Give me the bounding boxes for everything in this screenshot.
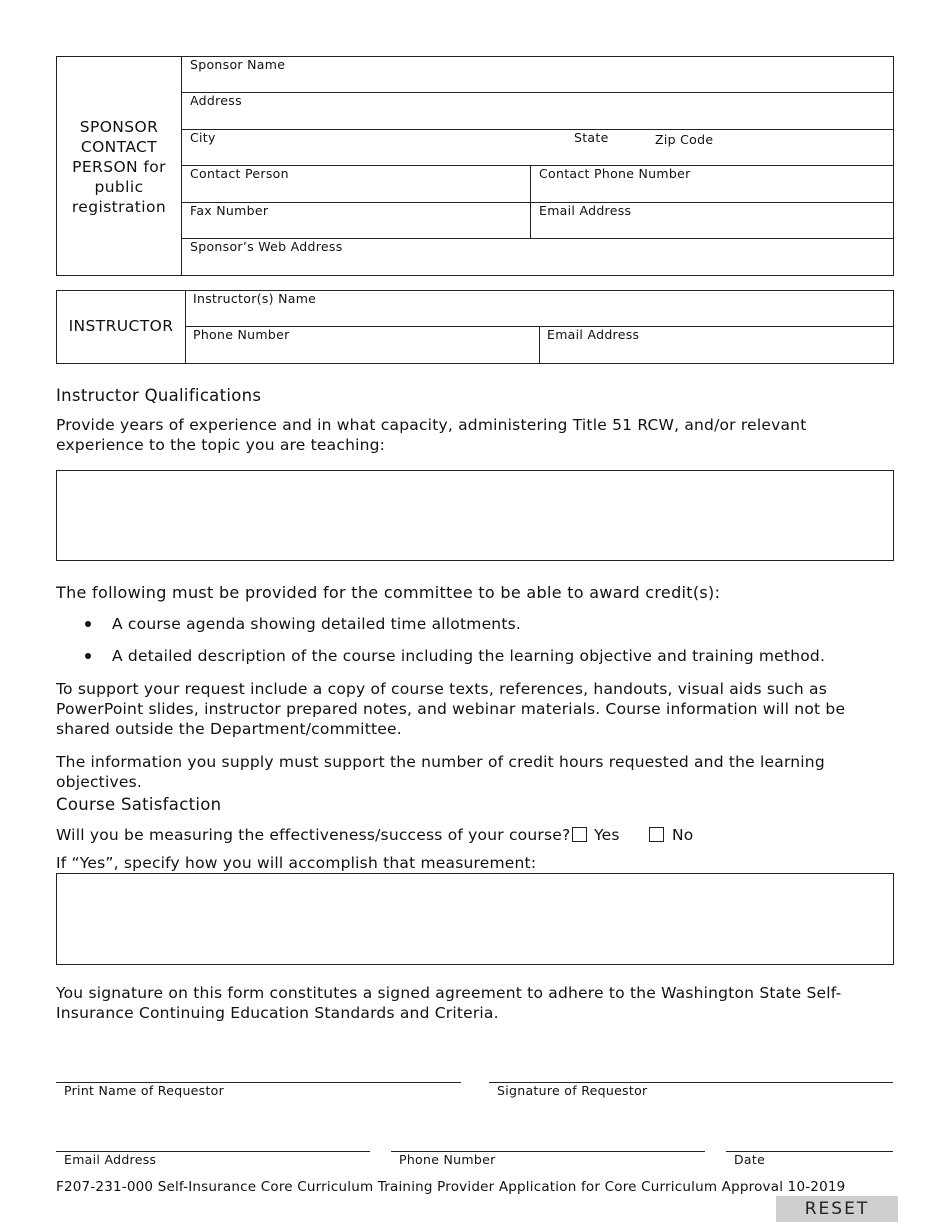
yes-label: Yes — [594, 826, 620, 844]
instructor-phone-field[interactable] — [186, 327, 539, 363]
zip-label: Zip Code — [655, 132, 714, 147]
address-field[interactable] — [182, 93, 893, 129]
support-text: To support your request include a copy of course texts, references, handouts, visual aids such as PowerPoint slides, instructor prepared notes, and webinar materials. Course information will not be shared outside the Department/committee. — [56, 680, 846, 738]
instructor-phone-label: Phone Number — [193, 327, 290, 342]
fax-field[interactable] — [182, 203, 529, 238]
requirements-heading: The following must be provided for the committee to be able to award credit(s): — [56, 583, 721, 602]
satisfaction-heading: Course Satisfaction — [56, 795, 222, 814]
satisfaction-question: Will you be measuring the effectiveness/success of your course? — [56, 826, 571, 844]
requestor-phone-label: Phone Number — [399, 1152, 496, 1167]
qualifications-heading: Instructor Qualifications — [56, 386, 262, 405]
bullet-agenda: A course agenda showing detailed time allotments. — [112, 615, 522, 633]
instructor-name-field[interactable] — [186, 291, 893, 326]
reset-button[interactable]: RESET — [776, 1196, 898, 1222]
instructor-email-field[interactable] — [540, 327, 893, 363]
instructor-side-label: INSTRUCTOR — [68, 317, 174, 335]
form-id-footer: F207-231-000 Self-Insurance Core Curriculum Training Provider Application for Core Curriculum Approval 10-2019 — [56, 1179, 846, 1195]
instructor-email-label: Email Address — [547, 327, 640, 342]
credit-text: The information you supply must support the number of credit hours requested and the learning objectives. — [56, 753, 825, 791]
instructor-name-label: Instructor(s) Name — [193, 291, 317, 306]
state-label: State — [574, 130, 609, 145]
qualifications-prompt: Provide years of experience and in what capacity, administering Title 51 RCW, and/or relevant experience to the topic you are teaching: — [56, 416, 807, 454]
signature-label: Signature of Requestor — [497, 1083, 648, 1098]
state-field[interactable] — [568, 130, 648, 165]
agreement-text: You signature on this form constitutes a signed agreement to adhere to the Washington State Self-Insurance Continuing Education Standards and Criteria. — [56, 984, 842, 1022]
address-label: Address — [190, 93, 242, 108]
web-address-field[interactable] — [182, 239, 893, 275]
contact-person-label: Contact Person — [190, 166, 289, 181]
contact-phone-label: Contact Phone Number — [539, 166, 691, 181]
yes-prompt: If “Yes”, specify how you will accomplish that measurement: — [56, 854, 537, 872]
measurement-textarea[interactable] — [56, 873, 894, 965]
bullet-dot — [85, 621, 91, 627]
no-label: No — [672, 826, 694, 844]
sponsor-name-field[interactable] — [182, 57, 893, 92]
city-field[interactable] — [182, 130, 562, 165]
contact-phone-field[interactable] — [531, 166, 893, 202]
print-name-label: Print Name of Requestor — [64, 1083, 225, 1098]
contact-person-field[interactable] — [182, 166, 529, 202]
bullet-dot — [85, 653, 91, 659]
sponsor-email-label: Email Address — [539, 203, 632, 218]
requestor-email-label: Email Address — [64, 1152, 157, 1167]
sponsor-name-label: Sponsor Name — [190, 57, 286, 72]
no-checkbox[interactable] — [649, 827, 664, 842]
bullet-description: A detailed description of the course including the learning objective and training method. — [112, 647, 826, 665]
sponsor-side-label: SPONSOR CONTACT PERSON for public registration — [71, 118, 167, 216]
zip-field[interactable] — [650, 130, 893, 165]
city-label: City — [190, 130, 216, 145]
qualifications-textarea[interactable] — [56, 470, 894, 561]
date-label: Date — [734, 1152, 766, 1167]
web-address-label: Sponsor’s Web Address — [190, 239, 343, 254]
fax-label: Fax Number — [190, 203, 269, 218]
sponsor-email-field[interactable] — [531, 203, 893, 238]
yes-checkbox[interactable] — [572, 827, 587, 842]
